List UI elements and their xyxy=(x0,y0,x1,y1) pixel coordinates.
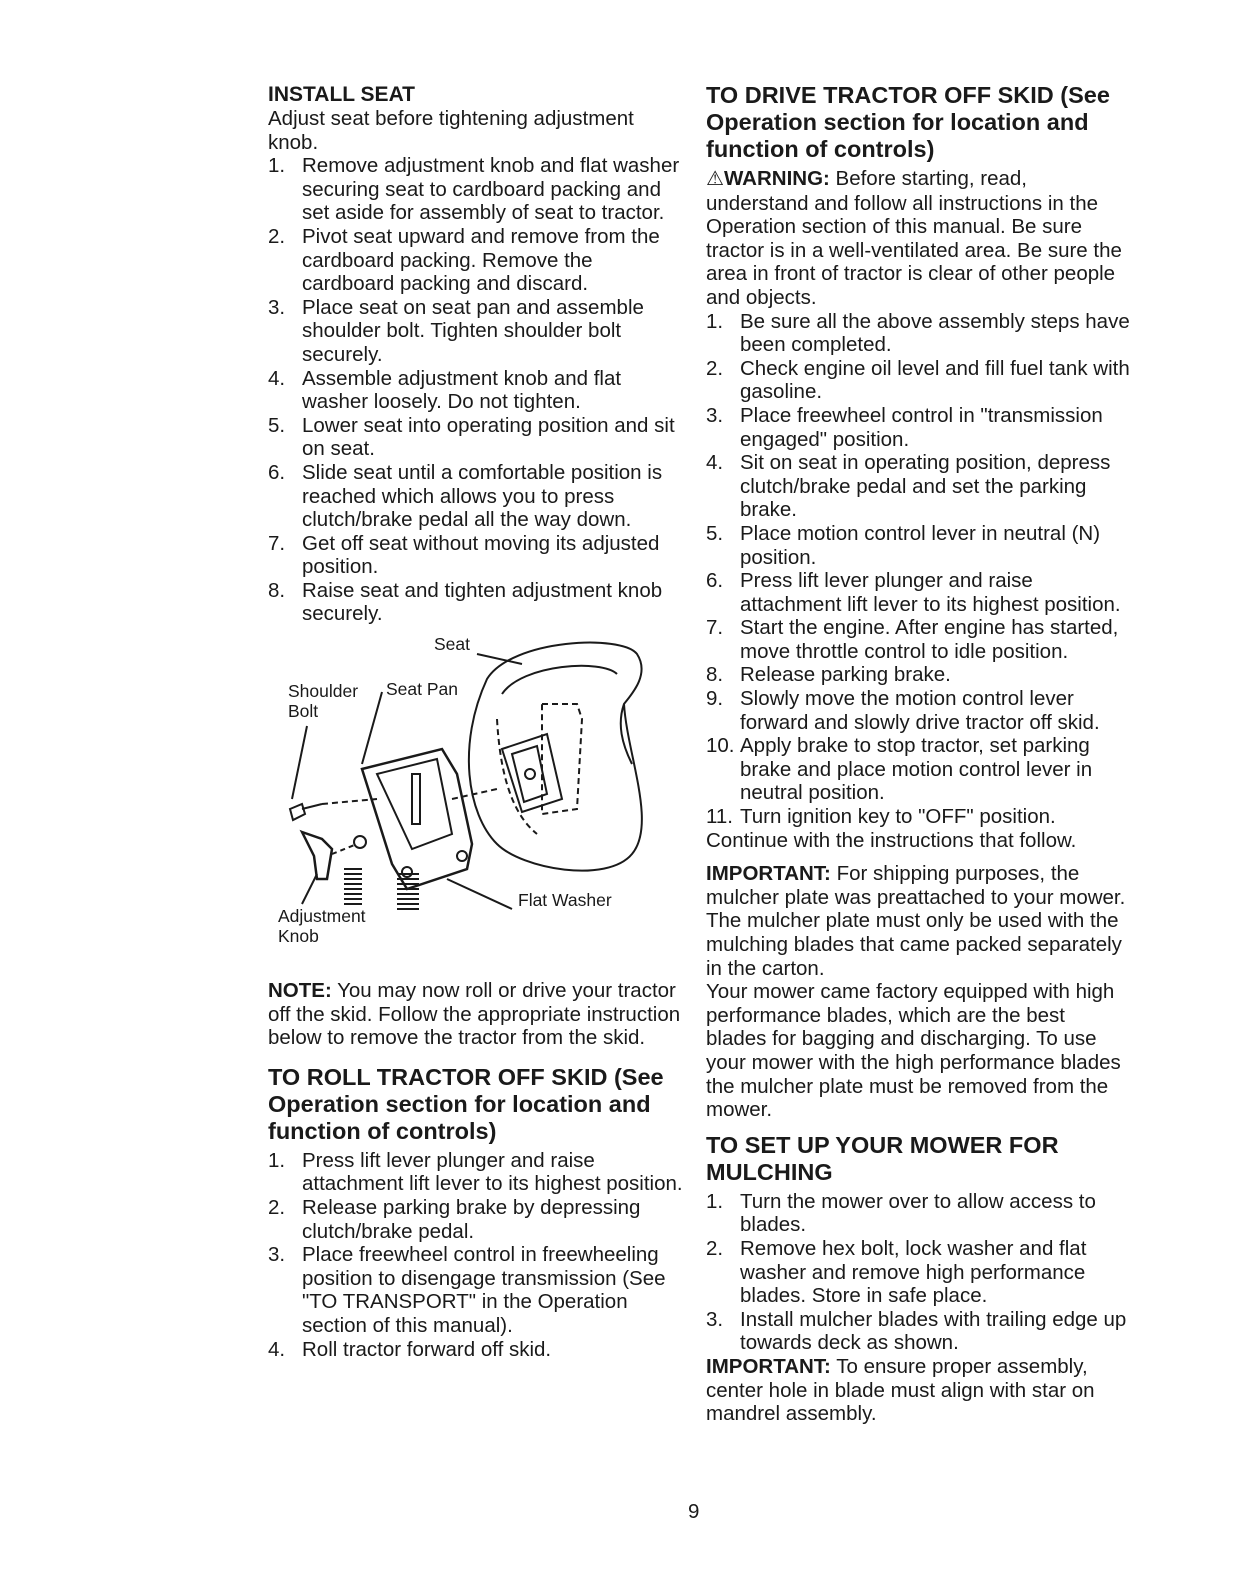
warning-label: WARNING: xyxy=(723,167,830,190)
list-item: 2. Check engine oil level and fill fuel tank with gasoline. xyxy=(706,356,1130,404)
list-item: 5. Lower seat into operating position and sit on seat. xyxy=(268,413,675,461)
seat-pan-label: Seat Pan xyxy=(386,679,458,700)
list-item: 9. Slowly move the motion control lever forward and slowly drive tractor off skid. xyxy=(706,687,1100,734)
list-item: 3. Place seat on seat pan and assemble shoulder bolt. Tighten shoulder bolt securely. xyxy=(268,295,644,366)
install-seat-title: INSTALL SEAT xyxy=(268,83,415,106)
list-item: 5. Place motion control lever in neutral (N) position. xyxy=(706,521,1101,569)
shoulder-bolt-shape xyxy=(290,804,305,820)
list-item: 6. Slide seat until a comfortable position is reached which allows you to press clutch/brake pedal all the way down. xyxy=(268,460,663,532)
list-item: 2. Remove hex bolt, lock washer and flat washer and remove high performance blades. Store in safe place. xyxy=(706,1236,1087,1308)
important-paragraph-2 xyxy=(706,1355,1130,1426)
seat-label: Seat xyxy=(434,634,470,655)
list-item: 6. Press lift lever plunger and raise attachment lift lever to its highest position. xyxy=(706,569,1121,616)
spring-left xyxy=(344,869,362,904)
continue-text: Continue with the instructions that follow. xyxy=(706,828,1077,852)
list-item: 4. Assemble adjustment knob and flat washer loosely. Do not tighten. xyxy=(268,366,622,414)
seat-pan-shape xyxy=(362,749,472,889)
list-item: 1. Remove adjustment knob and flat washer securing seat to cardboard packing and set aside for assembly of seat to tractor. xyxy=(268,154,680,225)
blades-paragraph: Your mower came factory equipped with high performance blades, which are the best blades for bagging and discharging. To use your mower with the high performance blades the mulcher plate must be removed from the mower. xyxy=(706,980,1121,1122)
mulching-steps xyxy=(706,1190,1130,1355)
list-item: 4. Roll tractor forward off skid. xyxy=(268,1337,552,1361)
list-item: 7. Start the engine. After engine has started, move throttle control to idle position. xyxy=(706,616,1119,663)
left-column xyxy=(268,82,686,1361)
important-text: For shipping purposes, the mulcher plate was preattached to your mower. The mulcher plate must only be used with the mulching blades that came packed separately in the carton. xyxy=(706,862,1126,980)
list-item: 2. Pivot seat upward and remove from the cardboard packing. Remove the cardboard packing and discard. xyxy=(268,224,660,296)
list-item: 1. Press lift lever plunger and raise attachment lift lever to its highest position. xyxy=(268,1148,683,1196)
mulching-heading: TO SET UP YOUR MOWER FOR MULCHING xyxy=(706,1131,1059,1185)
shoulder-bolt-label-line2: Bolt xyxy=(288,701,319,722)
install-seat-steps xyxy=(268,154,686,626)
important-text-2: To ensure proper assembly, center hole in blade must align with star on mandrel assembly. xyxy=(706,1354,1095,1426)
install-seat-intro: Adjust seat before tightening adjustment knob. xyxy=(268,107,634,154)
list-item: 11. Turn ignition key to "OFF" position. xyxy=(706,805,1056,829)
flat-washer-label: Flat Washer xyxy=(518,890,612,911)
note-text: You may now roll or drive your tractor off the skid. Follow the appropriate instruction below to remove the tractor from the skid. xyxy=(268,979,681,1050)
important-paragraph-1 xyxy=(706,862,1130,980)
adjustment-knob-shape xyxy=(302,832,332,879)
list-item: 3. Place freewheel control in freewheeling position to disengage transmission (See "TO TRANSPORT" in the Operation section of this manual). xyxy=(268,1243,666,1337)
roll-off-heading: TO ROLL TRACTOR OFF SKID (See Operation section for location and function of controls) xyxy=(268,1063,664,1144)
list-item: 3. Install mulcher blades with trailing edge up towards deck as shown. xyxy=(706,1307,1127,1355)
important-label-2: IMPORTANT: xyxy=(706,1354,831,1378)
seat-pan-bracket xyxy=(502,734,562,812)
right-column xyxy=(706,82,1130,1426)
list-item: 8. Raise seat and tighten adjustment knob securely. xyxy=(268,578,663,626)
seat-assembly-figure xyxy=(272,634,672,979)
roll-off-steps xyxy=(268,1149,686,1361)
list-item: 1. Be sure all the above assembly steps have been completed. xyxy=(706,309,1130,357)
warning-paragraph xyxy=(706,167,1130,310)
page-number: 9 xyxy=(688,1500,700,1523)
list-item: 3. Place freewheel control in "transmission engaged" position. xyxy=(706,403,1103,451)
spring-right xyxy=(397,874,419,909)
important-label: IMPORTANT: xyxy=(706,862,831,886)
warning-icon: ⚠ xyxy=(706,168,724,190)
list-item: 8. Release parking brake. xyxy=(706,663,951,687)
list-item: 1. Turn the mower over to allow access to blades. xyxy=(706,1189,1096,1237)
shoulder-bolt-label-line1: Shoulder xyxy=(288,681,359,702)
warning-text: Before starting, read, understand and follow all instructions in the Operation section of this manual. Be sure tractor is in a well-ventilated area. Be sure the area in front of tractor is clear of other people and objects. xyxy=(706,167,1122,309)
drive-off-steps xyxy=(706,310,1130,829)
drive-off-heading: TO DRIVE TRACTOR OFF SKID (See Operation section for location and function of controls) xyxy=(706,82,1110,162)
list-item: 2. Release parking brake by depressing clutch/brake pedal. xyxy=(268,1196,641,1243)
adjustment-knob-label-line2: Knob xyxy=(278,926,319,947)
adjustment-knob-label-line1: Adjustment xyxy=(278,906,366,927)
note-label: NOTE: xyxy=(268,979,332,1003)
seat-shape xyxy=(469,643,642,871)
list-item: 7. Get off seat without moving its adjusted position. xyxy=(268,531,660,579)
note-paragraph xyxy=(268,979,686,1050)
list-item: 4. Sit on seat in operating position, depress clutch/brake pedal and set the parking brake. xyxy=(706,451,1111,522)
list-item: 10. Apply brake to stop tractor, set parking brake and place motion control lever in neutral position. xyxy=(706,734,1093,805)
